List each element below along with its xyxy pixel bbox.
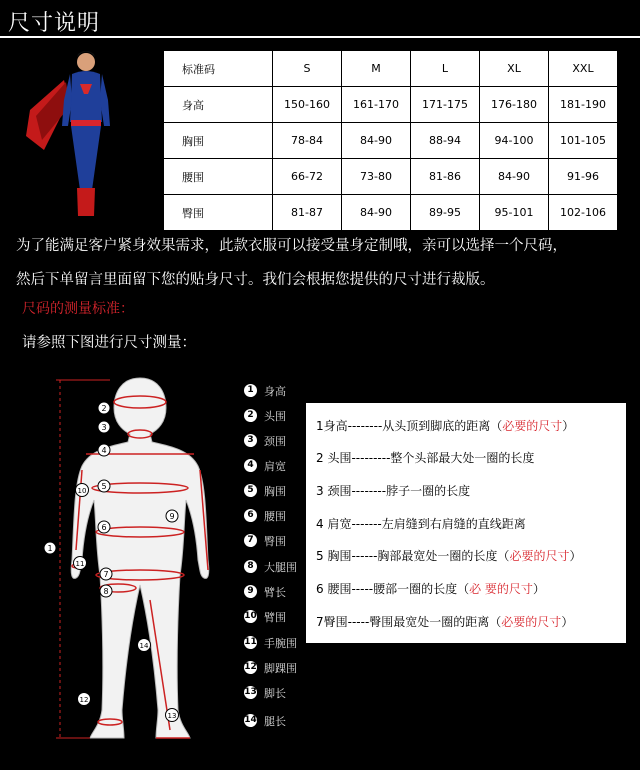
table-cell: 81-87 [273,195,342,231]
table-cell: 84-90 [480,159,549,195]
legend-label: 大腿围 [264,560,297,574]
legend-label: 臀围 [264,534,286,548]
legend-label: 手腕围 [264,636,297,650]
figure-marker-13 [166,709,179,722]
description-text: 7臀围-----臀围最宽处一圈的距离（ [316,615,502,629]
figure-marker-label: 4 [101,446,107,455]
legend-number: 4 [244,459,257,472]
legend-label: 肩宽 [264,459,286,473]
description-row [316,515,526,532]
figure-marker-9 [166,510,178,522]
legend-number: 5 [244,484,257,497]
legend-label: 臂围 [264,610,286,624]
legend-number: 11 [244,637,257,647]
table-cell: 95-101 [480,195,549,231]
figure-marker-label: 5 [101,482,107,491]
table-cell: 73-80 [342,159,411,195]
figure-marker-label: 14 [139,642,149,650]
table-cell: 171-175 [411,87,480,123]
table-cell: 102-106 [549,195,618,231]
description-row [316,580,545,597]
description-tail: ） [569,549,582,563]
figure-marker-3 [98,421,110,433]
legend-label: 胸围 [264,484,286,498]
table-cell: 81-86 [411,159,480,195]
legend-item [244,530,286,546]
description-row [316,613,573,630]
intro-line-2: 然后下单留言里面留下您的贴身尺寸。我们会根据您提供的尺寸进行裁版。 [16,272,495,288]
table-cell: 91-96 [549,159,618,195]
table-cell: 66-72 [273,159,342,195]
legend-label: 腿长 [264,714,286,728]
size-row-chest [164,123,618,159]
legend-number: 12 [244,662,257,672]
size-chart-table [163,50,618,231]
header-cell: XL [480,51,549,87]
required-note: 必要的尺寸 [502,419,563,433]
header-cell: S [273,51,342,87]
row-label: 身高 [164,87,273,123]
legend-label: 颈围 [264,434,286,448]
legend-item [244,632,297,648]
header-cell: 标准码 [164,51,273,87]
table-cell: 84-90 [342,123,411,159]
legend-item [244,581,286,597]
figure-marker-label: 9 [169,512,175,521]
figure-marker-14 [138,639,151,652]
legend-item [244,380,286,396]
table-cell: 78-84 [273,123,342,159]
figure-marker-8 [100,585,112,597]
legend-item [244,480,286,496]
description-row [316,417,574,434]
legend-number: 1 [244,384,257,397]
required-note: 必要的尺寸 [501,615,562,629]
table-cell: 89-95 [411,195,480,231]
figure-marker-7 [100,568,112,580]
required-note: 必要的尺寸 [509,549,570,563]
row-label: 胸围 [164,123,273,159]
description-row [316,449,534,466]
figure-marker-label: 12 [79,696,89,704]
description-row [316,547,581,564]
table-cell: 94-100 [480,123,549,159]
legend-item [244,710,286,726]
figure-marker-4 [98,444,110,456]
measurement-description-box [306,403,626,643]
figure-marker-label: 13 [167,712,177,720]
legend-number: 10 [244,611,257,621]
figure-marker-label: 3 [101,423,107,432]
table-cell: 101-105 [549,123,618,159]
figure-marker-5 [98,480,110,492]
table-cell: 176-180 [480,87,549,123]
legend-number: 2 [244,409,257,422]
description-text: 2 头围---------整个头部最大处一圈的长度 [316,451,535,465]
figure-marker-10 [76,484,89,497]
legend-number: 6 [244,509,257,522]
legend-label: 臂长 [264,585,286,599]
table-cell: 150-160 [273,87,342,123]
description-text: 3 颈围--------脖子一圈的长度 [316,484,471,498]
table-cell: 161-170 [342,87,411,123]
legend-item [244,405,286,421]
description-text: 6 腰围-----腰部一圈的长度（ [316,582,470,596]
body-measurement-figure [30,370,250,765]
header-cell: L [411,51,480,87]
legend-item [244,455,286,471]
legend-label: 头围 [264,409,286,423]
size-row-hip [164,195,618,231]
legend-number: 9 [244,585,257,598]
legend-item [244,505,286,521]
figure-marker-12 [78,693,91,706]
description-row [316,482,470,499]
legend-item [244,556,297,572]
figure-marker-label: 7 [103,570,109,579]
figure-marker-label: 10 [77,487,87,495]
size-row-waist [164,159,618,195]
size-header-row [164,51,618,87]
page-title: 尺寸说明 [8,11,101,36]
description-tail: ） [532,582,545,596]
figure-marker-11 [74,557,87,570]
description-tail: ） [561,615,574,629]
title-divider [0,36,640,38]
legend-number: 13 [244,687,257,697]
row-label: 臀围 [164,195,273,231]
figure-marker-label: 6 [101,523,107,532]
description-tail: ） [562,419,575,433]
intro-line-1: 为了能满足客户紧身效果需求，此款衣服可以接受量身定制哦，亲可以选择一个尺码， [16,238,567,254]
figure-marker-label: 8 [103,587,109,596]
figure-marker-6 [98,521,110,533]
legend-number: 3 [244,434,257,447]
superhero-figure-image [24,40,148,218]
description-text: 4 肩宽-------左肩缝到右肩缝的直线距离 [316,517,526,531]
figure-marker-label: 2 [101,404,107,413]
legend-item [244,682,286,698]
legend-number: 14 [244,715,257,725]
table-cell: 181-190 [549,87,618,123]
legend-label: 身高 [264,384,286,398]
legend-number: 7 [244,534,257,547]
required-note: 必 要的尺寸 [469,582,533,596]
measure-hint: 请参照下图进行尺寸测量： [22,335,196,351]
figure-marker-label: 11 [75,560,85,568]
figure-marker-2 [98,402,110,414]
header-cell: XXL [549,51,618,87]
measure-standard-heading: 尺码的测量标准： [22,301,134,317]
legend-label: 脚踝围 [264,661,297,675]
legend-label: 腰围 [264,509,286,523]
legend-number: 8 [244,560,257,573]
figure-marker-label: 1 [47,544,53,553]
description-text: 1身高--------从头顶到脚底的距离（ [316,419,503,433]
table-cell: 88-94 [411,123,480,159]
legend-label: 脚长 [264,686,286,700]
legend-item [244,606,286,622]
figure-marker-1 [44,542,56,554]
legend-item [244,430,286,446]
legend-item [244,657,297,673]
header-cell: M [342,51,411,87]
description-text: 5 胸围------胸部最宽处一圈的长度（ [316,549,510,563]
table-cell: 84-90 [342,195,411,231]
size-row-height [164,87,618,123]
row-label: 腰围 [164,159,273,195]
